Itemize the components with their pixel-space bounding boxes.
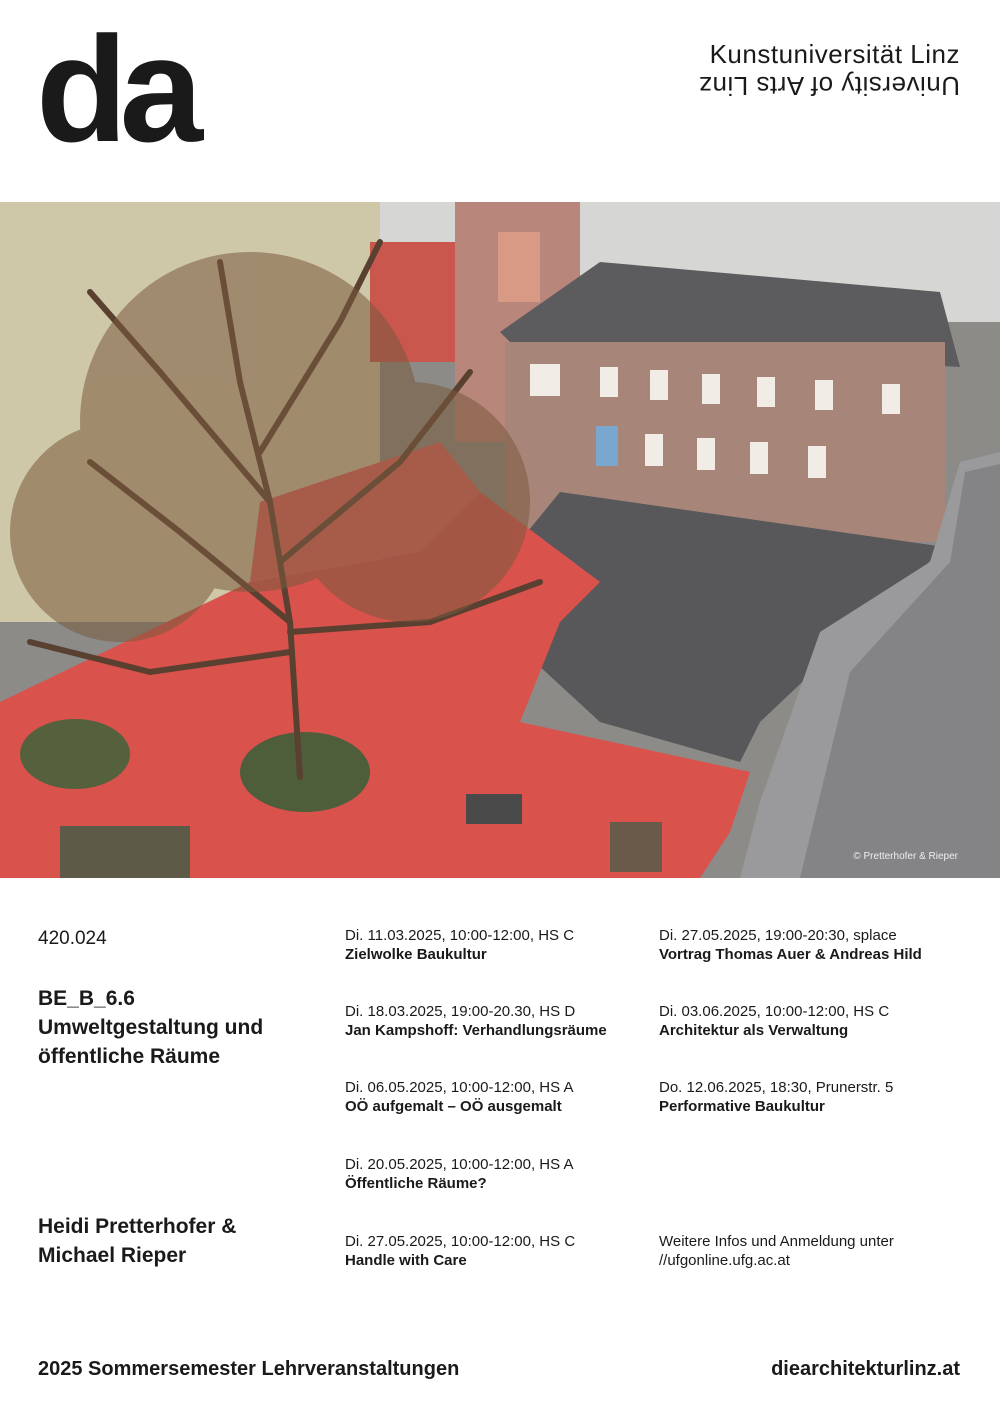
course-number: 420.024 bbox=[38, 928, 107, 949]
event-date: Di. 27.05.2025, 10:00-12:00, HS C bbox=[345, 1233, 576, 1250]
lecturers bbox=[38, 1212, 308, 1270]
event-item bbox=[345, 1002, 607, 1040]
photo-credit: © Pretterhofer & Rieper bbox=[853, 851, 958, 862]
event-item bbox=[345, 1232, 575, 1270]
event-date: Di. 11.03.2025, 10:00-12:00, HS C bbox=[345, 927, 575, 944]
event-item bbox=[345, 926, 574, 964]
event-title: Jan Kampshoff: Verhandlungsräume bbox=[345, 1022, 607, 1039]
event-item bbox=[345, 1078, 574, 1116]
university-name-de: Kunstuniversität Linz bbox=[709, 39, 960, 69]
event-date: Do. 12.06.2025, 18:30, Prunerstr. 5 bbox=[659, 1079, 894, 1096]
event-title: Vortrag Thomas Auer & Andreas Hild bbox=[659, 946, 922, 963]
header-photo bbox=[0, 202, 1000, 878]
event-date: Di. 03.06.2025, 10:00-12:00, HS C bbox=[659, 1003, 890, 1020]
course-title bbox=[38, 984, 308, 1071]
lecturer-line: Michael Rieper bbox=[38, 1244, 187, 1267]
event-date: Di. 06.05.2025, 10:00-12:00, HS A bbox=[345, 1079, 574, 1096]
registration-info bbox=[659, 1232, 959, 1270]
course-title-line: öffentliche Räume bbox=[38, 1045, 221, 1068]
university-logo bbox=[640, 38, 960, 102]
info-link[interactable]: //ufgonline.ufg.ac.at bbox=[659, 1252, 790, 1269]
event-title: Öffentliche Räume? bbox=[345, 1175, 487, 1192]
university-name-en: University of Arts Linz bbox=[698, 71, 960, 101]
event-date: Di. 18.03.2025, 19:00-20.30, HS D bbox=[345, 1003, 576, 1020]
event-date: Di. 20.05.2025, 10:00-12:00, HS A bbox=[345, 1156, 574, 1173]
event-item bbox=[659, 1078, 893, 1116]
event-title: Handle with Care bbox=[345, 1252, 467, 1269]
event-title: OÖ aufgemalt – OÖ ausgemalt bbox=[345, 1098, 562, 1115]
event-item bbox=[659, 1002, 889, 1040]
event-title: Performative Baukultur bbox=[659, 1098, 825, 1115]
footer-website[interactable]: diearchitekturlinz.at bbox=[771, 1358, 960, 1380]
event-item bbox=[659, 926, 922, 964]
course-title-line: Umweltgestaltung und bbox=[38, 1016, 264, 1039]
lecturer-line: Heidi Pretterhofer & bbox=[38, 1215, 237, 1238]
info-text: Weitere Infos und Anmeldung unter bbox=[659, 1233, 894, 1250]
event-date: Di. 27.05.2025, 19:00-20:30, splace bbox=[659, 927, 897, 944]
course-title-line: BE_B_6.6 bbox=[38, 987, 135, 1010]
footer-semester: 2025 Sommersemester Lehrveranstaltungen bbox=[38, 1358, 460, 1380]
event-title: Architektur als Verwaltung bbox=[659, 1022, 849, 1039]
event-item bbox=[345, 1155, 574, 1193]
da-logo: da bbox=[36, 5, 196, 173]
event-title: Zielwolke Baukultur bbox=[345, 946, 487, 963]
plaza-photo bbox=[0, 202, 1000, 878]
